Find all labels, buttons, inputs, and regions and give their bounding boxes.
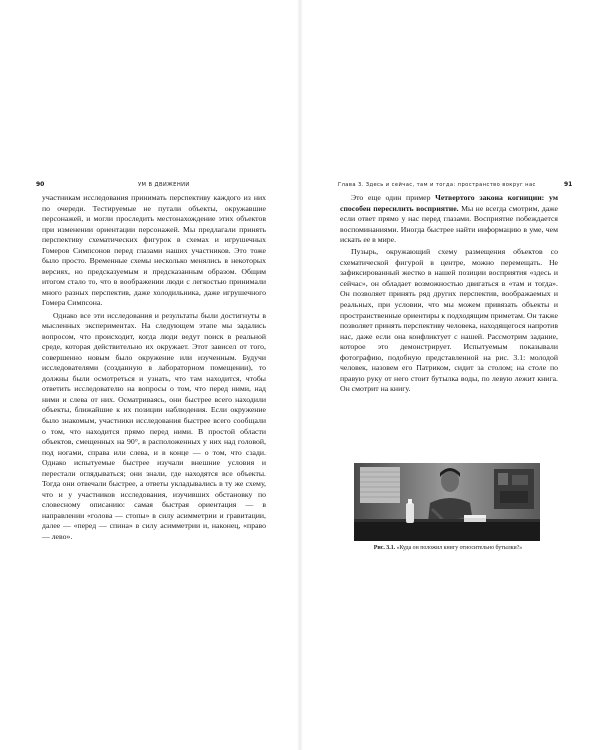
right-page-number: 91 [564, 181, 573, 188]
figure-caption [340, 545, 556, 552]
figure-caption-label: Рис. 3.1. [373, 545, 396, 551]
left-paragraph-2: Однако все эти исследования и результаты были достигнуты в мысленных экспериментах. На следующем этапе мы задались вопросом, что происходит, когда люди ведут поиск в реальной среде, которая действительно их окружает. Этот зависел от того, совершенно новым было окружение или изученным. Будучи исследователями (созданную в лабораторном помещении), то должны были осмотреться и узнать, что там находится, чтобы ответить исследователю на вопросы о том, что перед ними, над ними и слева от них. Осматриваясь, они быстрее всего находили объекты, ближайшие к их позиции наблюдения. Если окружение было знакомым, участники исследования быстрее всего сообщали о том, что находится прямо перед ними. В простой области объектов, смещенных на 90°, в расположенных у них над головой, под ногами, справа или слева, и в конце — о том, что сзади. Однако испытуемые быстрее изучали внешние условия и перестали оглядываться; они знали, где находятся все объекты. Тогда они отвечали быстрее, а ответы укладывались в ту же схему, что и у участников исследования, изучивших обстановку по словесному описанию: самая быстрая ориентация — в направлении «голова — стопы» в силу асимметрии и гравитации, далее — «перед — спина» в силу асимметрии и, наконец, «право — лево». [42, 310, 266, 541]
right-running-head: Глава 3. Здесь и сейчас, там и тогда: пространство вокруг нас [338, 182, 536, 188]
left-body-text [42, 193, 266, 543]
right-paragraph-2: Пузырь, окружающий схему размещения объектов со схематической фигурой в центре, можно перемещать. Не зафиксированный жестко в нашей позиции восприятия «здесь и сейчас», он обладает возможностью двигаться в «там и тогда». Он позволяет принять ряд других перспектив, воображаемых и реальных, при условии, что мы можем привязать объекты и пространственные ориентиры к подходящим приметам. Он также позволяет принять перспективу человека, находящегося напротив нас, даже если она конфликтует с нашей. Рассмотрим задание, которое это демонстрирует. Испытуемым показывали фотографию, подобную представленной на рис. 3.1: молодой человек, назовем его Патриком, сидит за столом; на столе по правую руку от него стоит бутылка воды, по левую лежит книга. Он смотрит на книгу. [340, 247, 558, 394]
figure-caption-text: «Куда он положил книгу относительно бутылки?» [395, 545, 523, 551]
left-paragraph-1: участникам исследования принимать перспективу каждого из них по очереди. Тестируемые не путали объекты, окружавшие персонажей, и могли проследить местонахождение этих объектов при изменении ориентации персонажей. Мы предлагали принять перспективу схематических фигурок в схемах и игрушечных Гомеров Симпсонов перед глазами наших участников. Это тоже было просто. Временные схемы несколько менялись в некоторых версиях, но предсказуемым и предсказанным образом. Общим итогом стало то, что в воображении люди с легкостью принимали много разных перспектив, даже холодильника, даже игрушечного Гомера Симпсона. [42, 193, 266, 308]
cognition-law-bold: Четвертого закона когниции: ум способен пересилить восприятие. [340, 193, 558, 213]
photo-illustration [354, 463, 540, 541]
figure-photo [354, 463, 540, 541]
left-page-number: 90 [36, 181, 45, 188]
right-body-text [340, 193, 558, 395]
right-paragraph-1: Это еще один пример Четвертого закона когниции: ум способен пересилить восприятие. Мы не всегда смотрим, даже если ответ прямо у нас перед глазами. Восприятие побеждается воспоминаниями. Иногда быстрее найти информацию в уме, чем искать ее в мире. [340, 193, 558, 245]
left-running-head: УМ В ДВИЖЕНИИ [138, 182, 190, 188]
